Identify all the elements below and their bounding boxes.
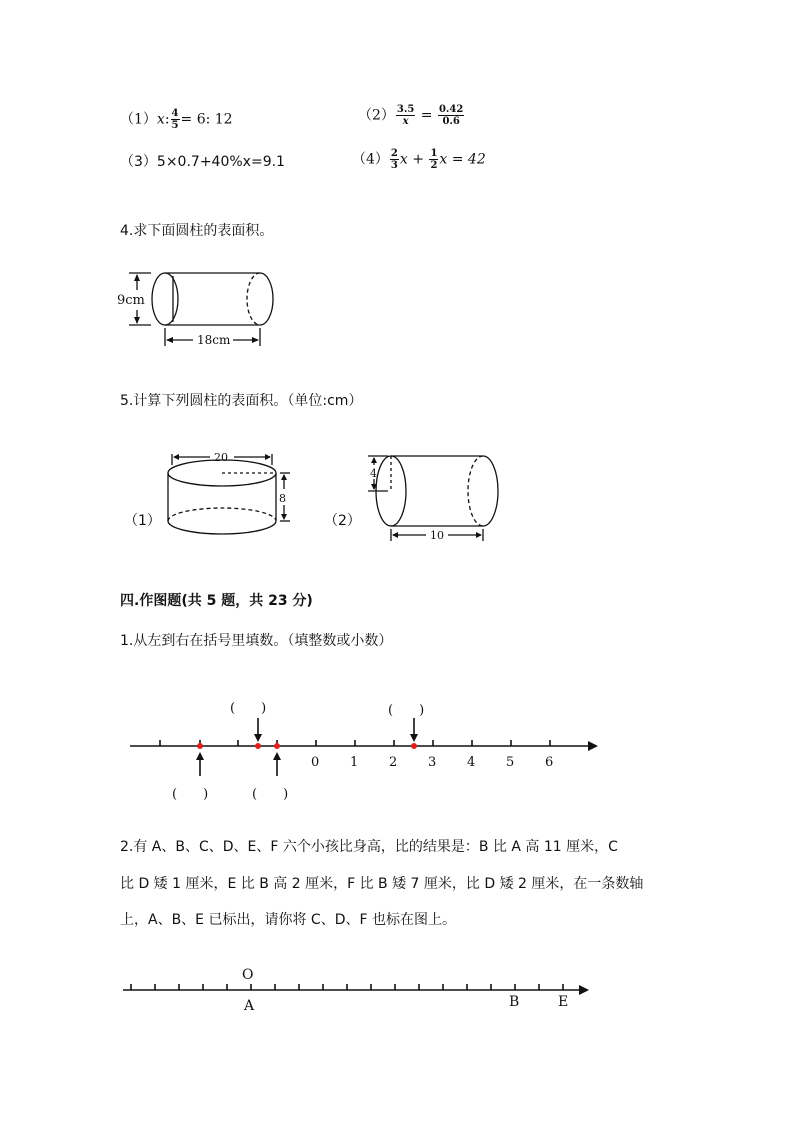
cylinder-figure-3 bbox=[360, 445, 505, 545]
number-line-1 bbox=[120, 690, 610, 810]
answer-paren: ( ) bbox=[252, 787, 289, 802]
marker-point bbox=[411, 743, 417, 749]
tick-label: 5 bbox=[506, 755, 515, 770]
length-label: 18cm bbox=[197, 333, 231, 347]
answer-paren: ( ) bbox=[172, 787, 209, 802]
point-a-label: A bbox=[244, 998, 255, 1014]
marker-point bbox=[197, 743, 203, 749]
question-5-title: 5.计算下列圆柱的表面积。（单位:cm） bbox=[120, 393, 363, 409]
cylinder-figure-1 bbox=[115, 262, 285, 352]
question-2-line-2: 比 D 矮 1 厘米，E 比 B 高 2 厘米，F 比 B 矮 7 厘米，比 D 矮 2 厘米，在一条数轴 bbox=[120, 876, 644, 892]
figure-label-2: （2） bbox=[324, 513, 361, 529]
question-4-title: 4.求下面圆柱的表面积。 bbox=[120, 223, 274, 239]
equation-1: （1）x: $\frac{4}{5}$ = 6: 12 bbox=[120, 108, 233, 131]
equation-3: （3）5×0.7+40%x=9.1 bbox=[120, 154, 285, 170]
marker-point bbox=[274, 743, 280, 749]
number-line-2 bbox=[115, 960, 595, 1018]
question-2-line-3: 上，A、B、E 已标出，请你将 C、D、F 也标在图上。 bbox=[120, 912, 456, 928]
point-b-label: B bbox=[509, 994, 520, 1010]
length-label-2: 10 bbox=[430, 529, 444, 542]
radius-label: 4 bbox=[370, 467, 377, 480]
equation-4: （4） $\frac{2}{3}$ x + $\frac{1}{2}$ x = 42 bbox=[352, 148, 486, 171]
figure-label-1: （1） bbox=[124, 513, 161, 529]
tick-label: 4 bbox=[467, 755, 476, 770]
point-e-label: E bbox=[558, 994, 569, 1010]
diameter-label: 20 bbox=[214, 451, 228, 464]
section-4-title: 四.作图题(共 5 题，共 23 分) bbox=[120, 593, 313, 609]
answer-paren: ( ) bbox=[388, 703, 425, 718]
cylinder-left-face bbox=[152, 273, 178, 325]
marker-point bbox=[255, 743, 261, 749]
tick-label: 2 bbox=[389, 755, 398, 770]
tick-label: 6 bbox=[545, 755, 554, 770]
cylinder-figure-2 bbox=[160, 445, 300, 540]
height-label: 9cm bbox=[117, 293, 145, 308]
answer-paren: ( ) bbox=[230, 701, 267, 716]
tick-label: 3 bbox=[428, 755, 437, 770]
height-label-2: 8 bbox=[279, 492, 286, 505]
section-4-question-1-title: 1.从左到右在括号里填数。（填整数或小数） bbox=[120, 633, 393, 649]
tick-label: 1 bbox=[350, 755, 359, 770]
tick-label: 0 bbox=[311, 755, 320, 770]
question-2-line-1: 2.有 A、B、C、D、E、F 六个小孩比身高，比的结果是：B 比 A 高 11 厘米，C bbox=[120, 839, 618, 855]
equation-2: （2） $\frac{3.5}{x}$ = $\frac{0.42}{0.6}$ bbox=[358, 104, 464, 127]
origin-label: O bbox=[242, 967, 254, 983]
